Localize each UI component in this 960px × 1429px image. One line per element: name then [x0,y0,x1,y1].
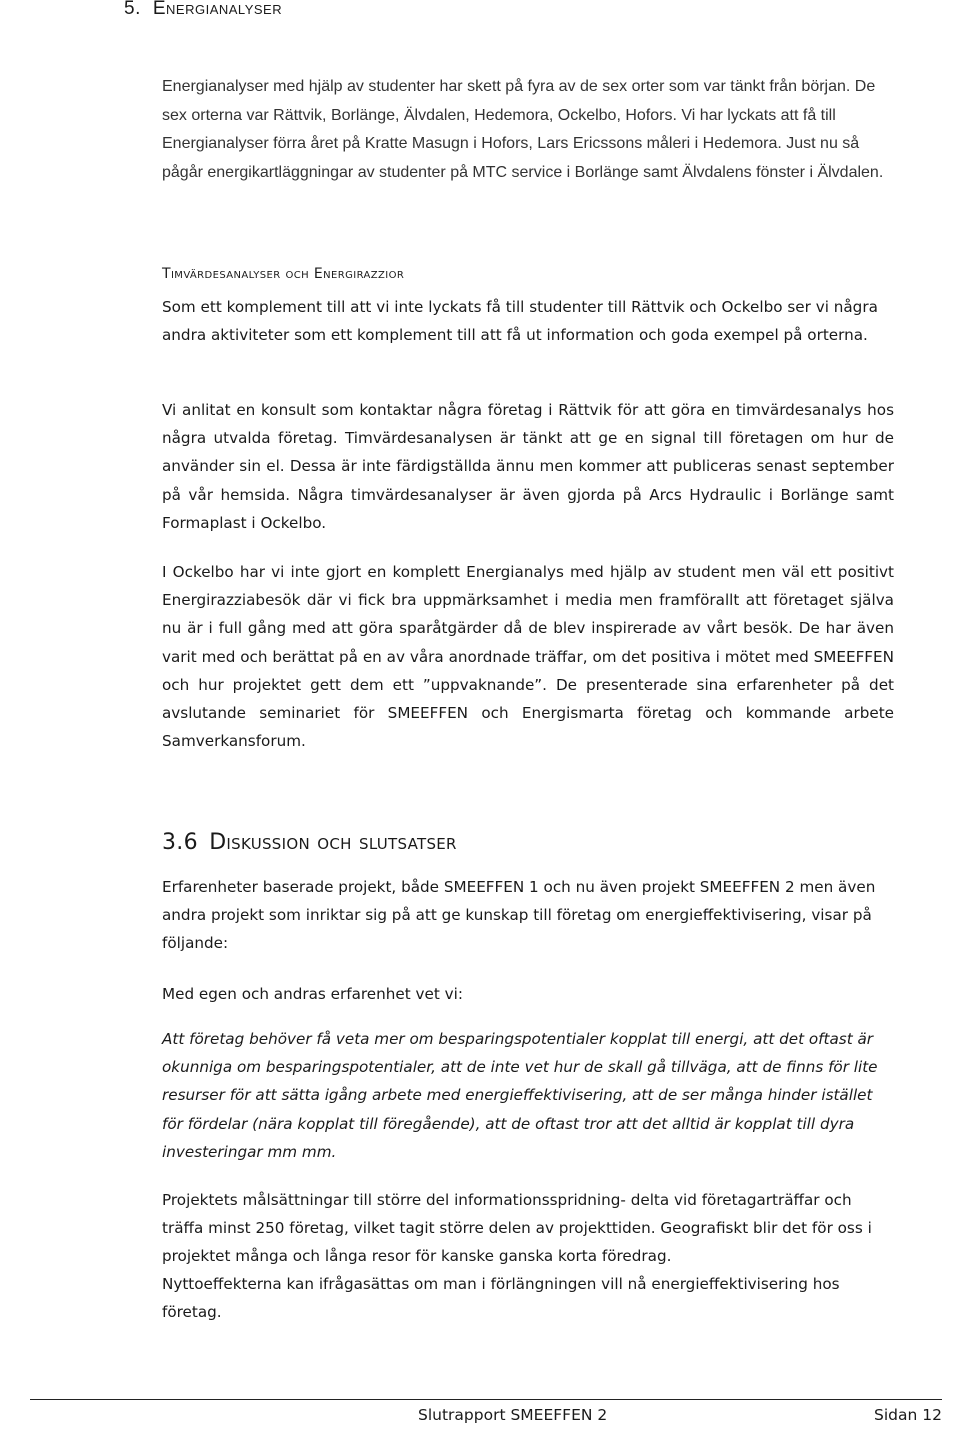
footer-page-number: Sidan 12 [874,1406,942,1424]
footer-title: Slutrapport SMEEFFEN 2 [418,1406,608,1424]
energianalyser-paragraph: Energianalyser med hjälp av studenter har skett på fyra av de sex orter som var tänkt från början. De sex orterna var Rättvik, Borlänge, Älvdalen, Hedemora, Ockelbo, Hofors. Vi har lyckats att få till Energianalyser förra året på Kratte Masugn i Hofors, Lars Ericssons måleri i Hedemora. Just nu så pågår energikartläggningar av studenter på MTC service i Borlänge samt Älvdalens fönster i Älvdalen. [162,78,884,181]
discussion-intro-paragraph: Erfarenheter baserade projekt, både SMEEFFEN 1 och nu även projekt SMEEFFEN 2 men även andra projekt som inriktar sig på att ge kunskap till företag om energieffektivisering, visar på följande: [162,878,876,953]
section-5-number: 5. [124,0,141,19]
goals-paragraph: Projektets målsättningar till större del informationsspridning- delta vid företagarträffar och träffa minst 250 företag, vilket tagit större delen av projekttiden. Geografiskt blir det för oss i projektet många och långa resor för kanske ganska korta föredrag. [162,1191,872,1266]
section-5-title: Energianalyser [152,0,283,19]
experience-line: Med egen och andras erfarenhet vet vi: [162,985,463,1003]
section-5-heading [124,0,282,20]
section-3-6-number: 3.6 [162,830,198,855]
italic-findings-paragraph: Att företag behöver få veta mer om besparingspotentialer kopplat till energi, att det oftast är okunniga om besparingspotentialer, att de inte vet hur de skall gå tillväga, att de finns för lite resurser för att sätta igång arbete med energieffektivisering, att de ser många hinder istället för fördelar (nära kopplat till föregående), att de oftast tror att det alltid är kopplat till dyra investeringar mm mm. [162,1030,878,1161]
section-3-6-heading [162,830,457,855]
timvardesanalyser-paragraph-3: I Ockelbo har vi inte gjort en komplett Energianalys med hjälp av student men väl ett positivt Energirazziabesök där vi fick bra uppmärksamhet i media men framförallt att företaget själva nu är i full gång med att göra sparåtgärder då de blev inspirerade av vårt besök. De har även varit med och berättat på en av våra anordnade träffar, om det positiva i mötet med SMEEFFEN och hur projektet gett dem ett ”uppvaknande”. De presenterade sina erfarenheter på det avslutande seminariet för SMEEFFEN och Energismarta företag och kommande arbete Samverkansforum. [162,563,894,751]
timvardesanalyser-paragraph-2: Vi anlitat en konsult som kontaktar några företag i Rättvik för att göra en timvärdesanalys hos några utvalda företag. Timvärdesanalysen är tänkt att ge en signal till företagen om hur de använder sin el. Dessa är inte färdigställda ännu men kommer att publiceras senast september på vår hemsida. Några timvärdesanalyser är även gjorda på Arcs Hydraulic i Borlänge samt Formaplast i Ockelbo. [162,401,894,532]
section-3-6-title: Diskussion och slutsatser [209,830,457,855]
timvardesanalyser-heading: Timvärdesanalyser och Energirazzior [162,266,405,282]
timvardesanalyser-paragraph-1: Som ett komplement till att vi inte lyckats få till studenter till Rättvik och Ockelbo ser vi några andra aktiviteter som ett komplement till att få ut information och goda exempel på orterna. [162,298,878,345]
benefits-paragraph: Nyttoeffekterna kan ifrågasättas om man i förlängningen vill nå energieffektivisering hos företag. [162,1275,840,1322]
page-footer [30,1399,942,1429]
